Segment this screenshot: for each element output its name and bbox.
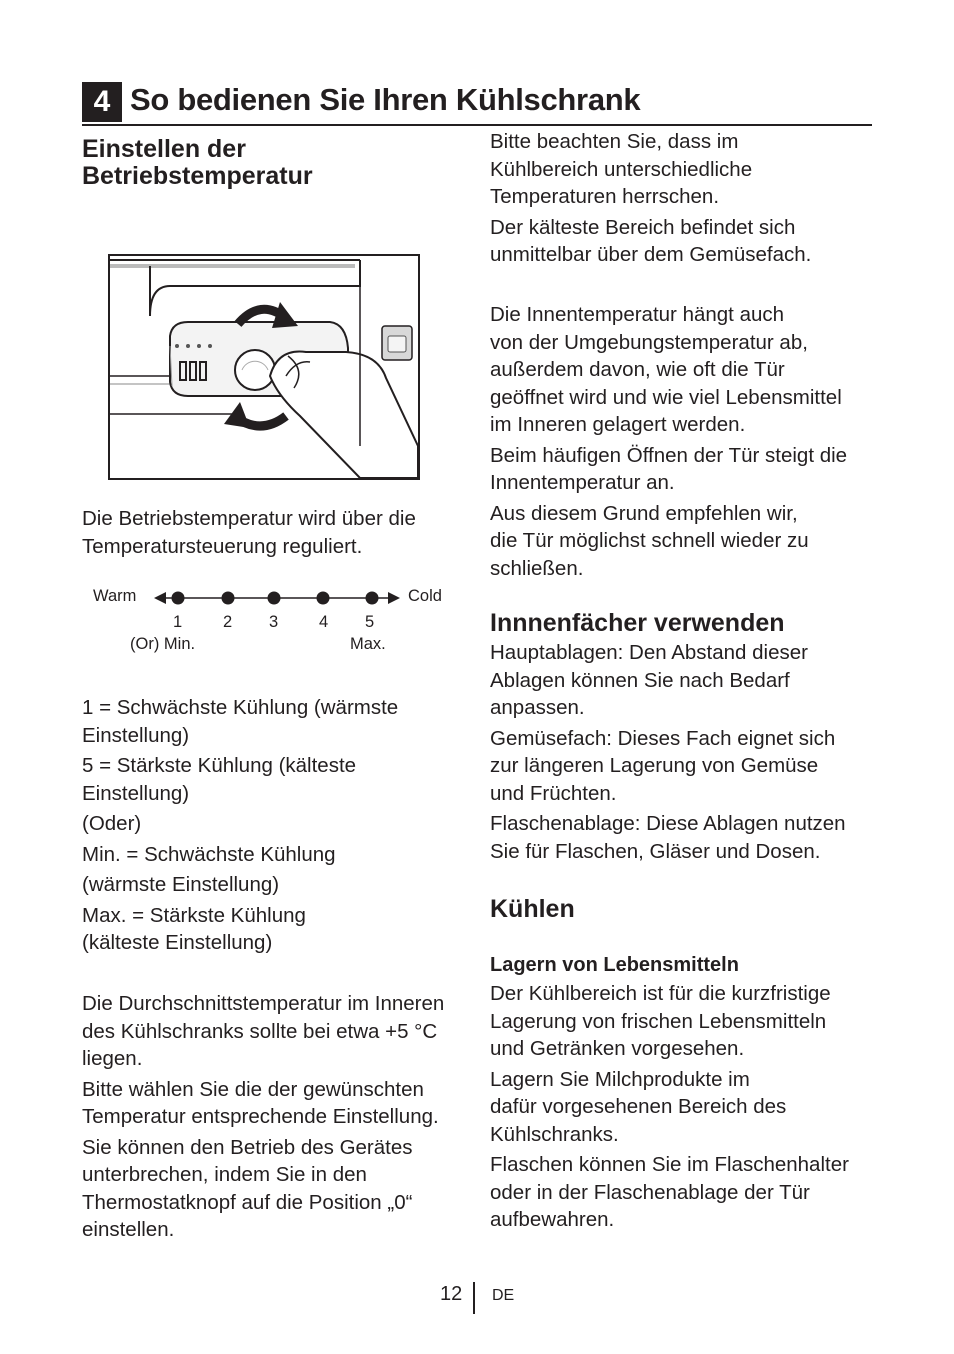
right-top-paragraphs <box>490 128 890 272</box>
subheading-storage: Lagern von Lebensmitteln <box>490 954 739 976</box>
paragraph: Die Durchschnittstemperatur im Inneren des Kühlschranks sollte bei etwa +5 °C liegen. <box>82 992 445 1070</box>
scale-dot <box>222 592 235 605</box>
thermostat-illustration <box>108 254 420 480</box>
scale-position: 2 <box>223 613 233 631</box>
paragraph: Der kälteste Bereich befindet sich unmittelbar über dem Gemüsefach. <box>490 215 812 266</box>
section-heading-compartments: Innnenfächer verwenden <box>490 609 785 637</box>
list-item: 5 = Stärkste Kühlung (kälteste Einstellung) <box>82 754 357 805</box>
intro-paragraph <box>82 505 482 560</box>
arrow-left-icon <box>154 592 166 604</box>
list-item: (wärmste Einstellung) <box>82 873 280 896</box>
page-title: So bedienen Sie Ihren Kühlschrank <box>130 82 641 117</box>
paragraph: Der Kühlbereich ist für die kurzfristige Lagerung von frischen Lebensmitteln und Getränken vorgesehen. <box>490 982 831 1060</box>
paragraph: Gemüsefach: Dieses Fach eignet sich zur längeren Lagerung von Gemüse und Früchten. <box>490 726 836 805</box>
heading-line: Einstellen der <box>82 135 246 163</box>
scale-dot <box>317 592 330 605</box>
scale-min-label: (Or) Min. <box>130 635 196 653</box>
chapter-number: 4 <box>82 82 122 122</box>
scale-dot <box>172 592 185 605</box>
right-mid-paragraphs <box>490 301 890 585</box>
paragraph: Aus diesem Grund empfehlen wir, die Tür möglichst schnell wieder zu schließen. <box>490 501 809 580</box>
paragraph: Lagern Sie Milchprodukte im dafür vorgesehenen Bereich des Kühlschranks. <box>490 1067 787 1146</box>
scale-position: 4 <box>319 613 329 631</box>
paragraph: Bitte beachten Sie, dass im Kühlbereich unterschiedliche Temperaturen herrschen. <box>490 130 753 208</box>
thermostat-knob-icon <box>110 256 418 478</box>
scale-position: 3 <box>269 613 279 631</box>
paragraph: Flaschenablage: Diese Ablagen nutzen Sie für Flaschen, Gläser und Dosen. <box>490 812 846 863</box>
section-heading-cooling: Kühlen <box>490 895 575 923</box>
section-heading-temperature <box>82 136 482 190</box>
paragraph: Sie können den Betrieb des Gerätes unterbrechen, indem Sie in den Thermostatknopf auf die Position „0“ einstellen. <box>82 1135 413 1241</box>
scale-dot <box>268 592 281 605</box>
temperature-scale <box>82 580 462 660</box>
paragraph: Die Innentemperatur hängt auch von der Umgebungstemperatur ab, außerdem davon, wie oft die Tür geöffnet wird und wie viel Lebensmittel im Inneren gelagert werden. <box>490 303 842 436</box>
list-item: 1 = Schwächste Kühlung (wärmste Einstellung) <box>82 696 399 747</box>
list-item: Min. = Schwächste Kühlung <box>82 842 336 866</box>
heading-line: Betriebstemperatur <box>82 162 313 190</box>
language-code: DE <box>492 1287 515 1304</box>
body-paragraphs-left <box>82 990 477 1247</box>
scale-line <box>152 588 402 608</box>
scale-warm-label: Warm <box>93 587 137 605</box>
text-line: Die Betriebstemperatur wird über die <box>82 507 416 530</box>
settings-list <box>82 694 482 960</box>
paragraph: Beim häufigen Öffnen der Tür steigt die Innentemperatur an. <box>490 443 848 494</box>
text-line: Temperatursteuerung reguliert. <box>82 534 363 558</box>
scale-position: 1 <box>173 613 183 631</box>
scale-position: 5 <box>365 613 375 631</box>
scale-cold-label: Cold <box>408 587 442 605</box>
list-item: (Oder) <box>82 812 142 835</box>
paragraph: Flaschen können Sie im Flaschenhalter oder in der Flaschenablage der Tür aufbewahren. <box>490 1153 849 1231</box>
paragraph: Hauptablagen: Den Abstand dieser Ablagen können Sie nach Bedarf anpassen. <box>490 641 808 719</box>
paragraph: Bitte wählen Sie die der gewünschten Temperatur entsprechende Einstellung. <box>82 1077 439 1128</box>
arrow-right-icon <box>388 592 400 604</box>
compartments-paragraphs <box>490 639 890 868</box>
list-item: Max. = Stärkste Kühlung (kälteste Einstellung) <box>82 903 306 954</box>
storage-paragraphs <box>490 980 890 1237</box>
scale-dot <box>366 592 379 605</box>
page-number: 12 <box>440 1283 463 1305</box>
footer-divider <box>473 1282 475 1314</box>
scale-max-label: Max. <box>350 635 386 653</box>
chapter-header <box>82 82 872 126</box>
